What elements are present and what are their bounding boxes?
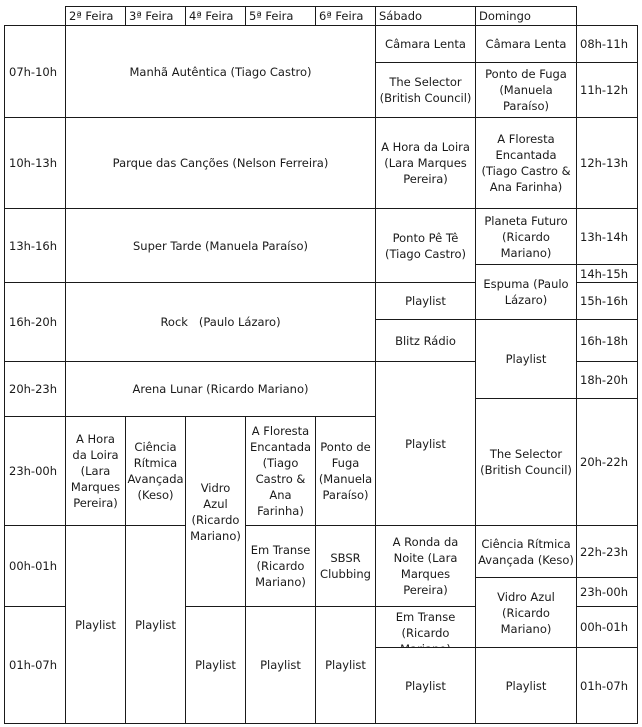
show-arena-lunar: Arena Lunar (Ricardo Mariano) (65, 361, 376, 417)
sab-ponto-pe-te: Ponto Pê Tê (Tiago Castro) (375, 208, 476, 283)
sab-ronda-da-noite: A Ronda da Noite (Lara Marques Pereira) (375, 525, 476, 607)
dom-playlist-1: Playlist (475, 319, 577, 399)
sab-playlist-2: Playlist (375, 361, 476, 526)
time-slot: 23h-00h (576, 577, 638, 607)
header-sab: Sábado (375, 6, 476, 26)
dom-ponto-de-fuga: Ponto de Fuga (Manuela Paraíso) (475, 62, 577, 118)
dom-vidro-azul: Vidro Azul (Ricardo Mariano) (475, 577, 577, 648)
time-slot: 00h-01h (4, 525, 66, 607)
header-qua: 4ª Feira (185, 6, 246, 26)
time-slot: 20h-23h (4, 361, 66, 417)
show-rock: Rock (Paulo Lázaro) (65, 282, 376, 362)
sab-hora-da-loira: A Hora da Loira (Lara Marques Pereira) (375, 117, 476, 209)
dom-playlist-2: Playlist (475, 647, 577, 724)
show-qui-em-transe: Em Transe (Ricardo Mariano) (245, 525, 316, 607)
show-sex-sbsr-clubbing: SBSR Clubbing (315, 525, 376, 607)
time-slot: 13h-16h (4, 208, 66, 283)
time-slot: 15h-16h (576, 282, 638, 320)
time-slot: 14h-15h (576, 264, 638, 283)
show-ter-ciencia-ritmica: Ciência Rítmica Avançada (Keso) (125, 416, 186, 526)
time-slot: 18h-20h (576, 361, 638, 399)
sab-em-transe: Em Transe (Ricardo (375, 606, 476, 648)
header-seg: 2ª Feira (65, 6, 126, 26)
time-slot: 07h-10h (4, 25, 66, 118)
dom-floresta-encantada: A Floresta Encantada (Tiago Castro & Ana Farinha) (475, 117, 577, 209)
show-sex-ponto-de-fuga: Ponto de Fuga (Manuela Paraíso) (315, 416, 376, 526)
show-manha-autentica: Manhã Autêntica (Tiago Castro) (65, 25, 376, 118)
header-dom: Domingo (475, 6, 577, 26)
show-qua-playlist: Playlist (185, 606, 246, 724)
sab-camara-lenta: Câmara Lenta (375, 25, 476, 63)
header-qui: 5ª Feira (245, 6, 316, 26)
show-seg-hora-da-loira: A Hora da Loira (Lara Marques Pereira) (65, 416, 126, 526)
time-slot: 08h-11h (576, 25, 638, 63)
sab-the-selector: The Selector (British Council) (375, 62, 476, 118)
dom-ciencia-ritmica: Ciência Rítmica Avançada (Keso) (475, 525, 577, 578)
time-slot: 13h-14h (576, 208, 638, 265)
show-ter-playlist: Playlist (125, 525, 186, 724)
time-slot: 01h-07h (576, 647, 638, 724)
dom-the-selector: The Selector (British Council) (475, 398, 577, 526)
show-super-tarde: Super Tarde (Manuela Paraíso) (65, 208, 376, 283)
show-qui-floresta-encantada: A Floresta Encantada (Tiago Castro & Ana Farinha) (245, 416, 316, 526)
time-slot: 11h-12h (576, 62, 638, 118)
dom-planeta-futuro: Planeta Futuro (Ricardo Mariano) (475, 208, 577, 265)
dom-camara-lenta: Câmara Lenta (475, 25, 577, 63)
sab-blitz-radio: Blitz Rádio (375, 319, 476, 362)
sab-playlist-3: Playlist (375, 647, 476, 724)
show-qua-vidro-azul: Vidro Azul (Ricardo Mariano) (185, 416, 246, 607)
time-slot: 20h-22h (576, 398, 638, 526)
time-slot: 01h-07h (4, 606, 66, 724)
time-slot: 00h-01h (576, 606, 638, 648)
show-seg-playlist: Playlist (65, 525, 126, 724)
header-sex: 6ª Feira (315, 6, 376, 26)
show-parque-das-cancoes: Parque das Canções (Nelson Ferreira) (65, 117, 376, 209)
time-slot: 16h-20h (4, 282, 66, 362)
show-qui-playlist: Playlist (245, 606, 316, 724)
time-slot: 22h-23h (576, 525, 638, 578)
sab-playlist-1: Playlist (375, 282, 476, 320)
dom-espuma: Espuma (Paulo Lázaro) (475, 264, 577, 320)
time-slot: 12h-13h (576, 117, 638, 209)
header-ter: 3ª Feira (125, 6, 186, 26)
time-slot: 23h-00h (4, 416, 66, 526)
show-sex-playlist: Playlist (315, 606, 376, 724)
time-slot: 16h-18h (576, 319, 638, 362)
time-slot: 10h-13h (4, 117, 66, 209)
